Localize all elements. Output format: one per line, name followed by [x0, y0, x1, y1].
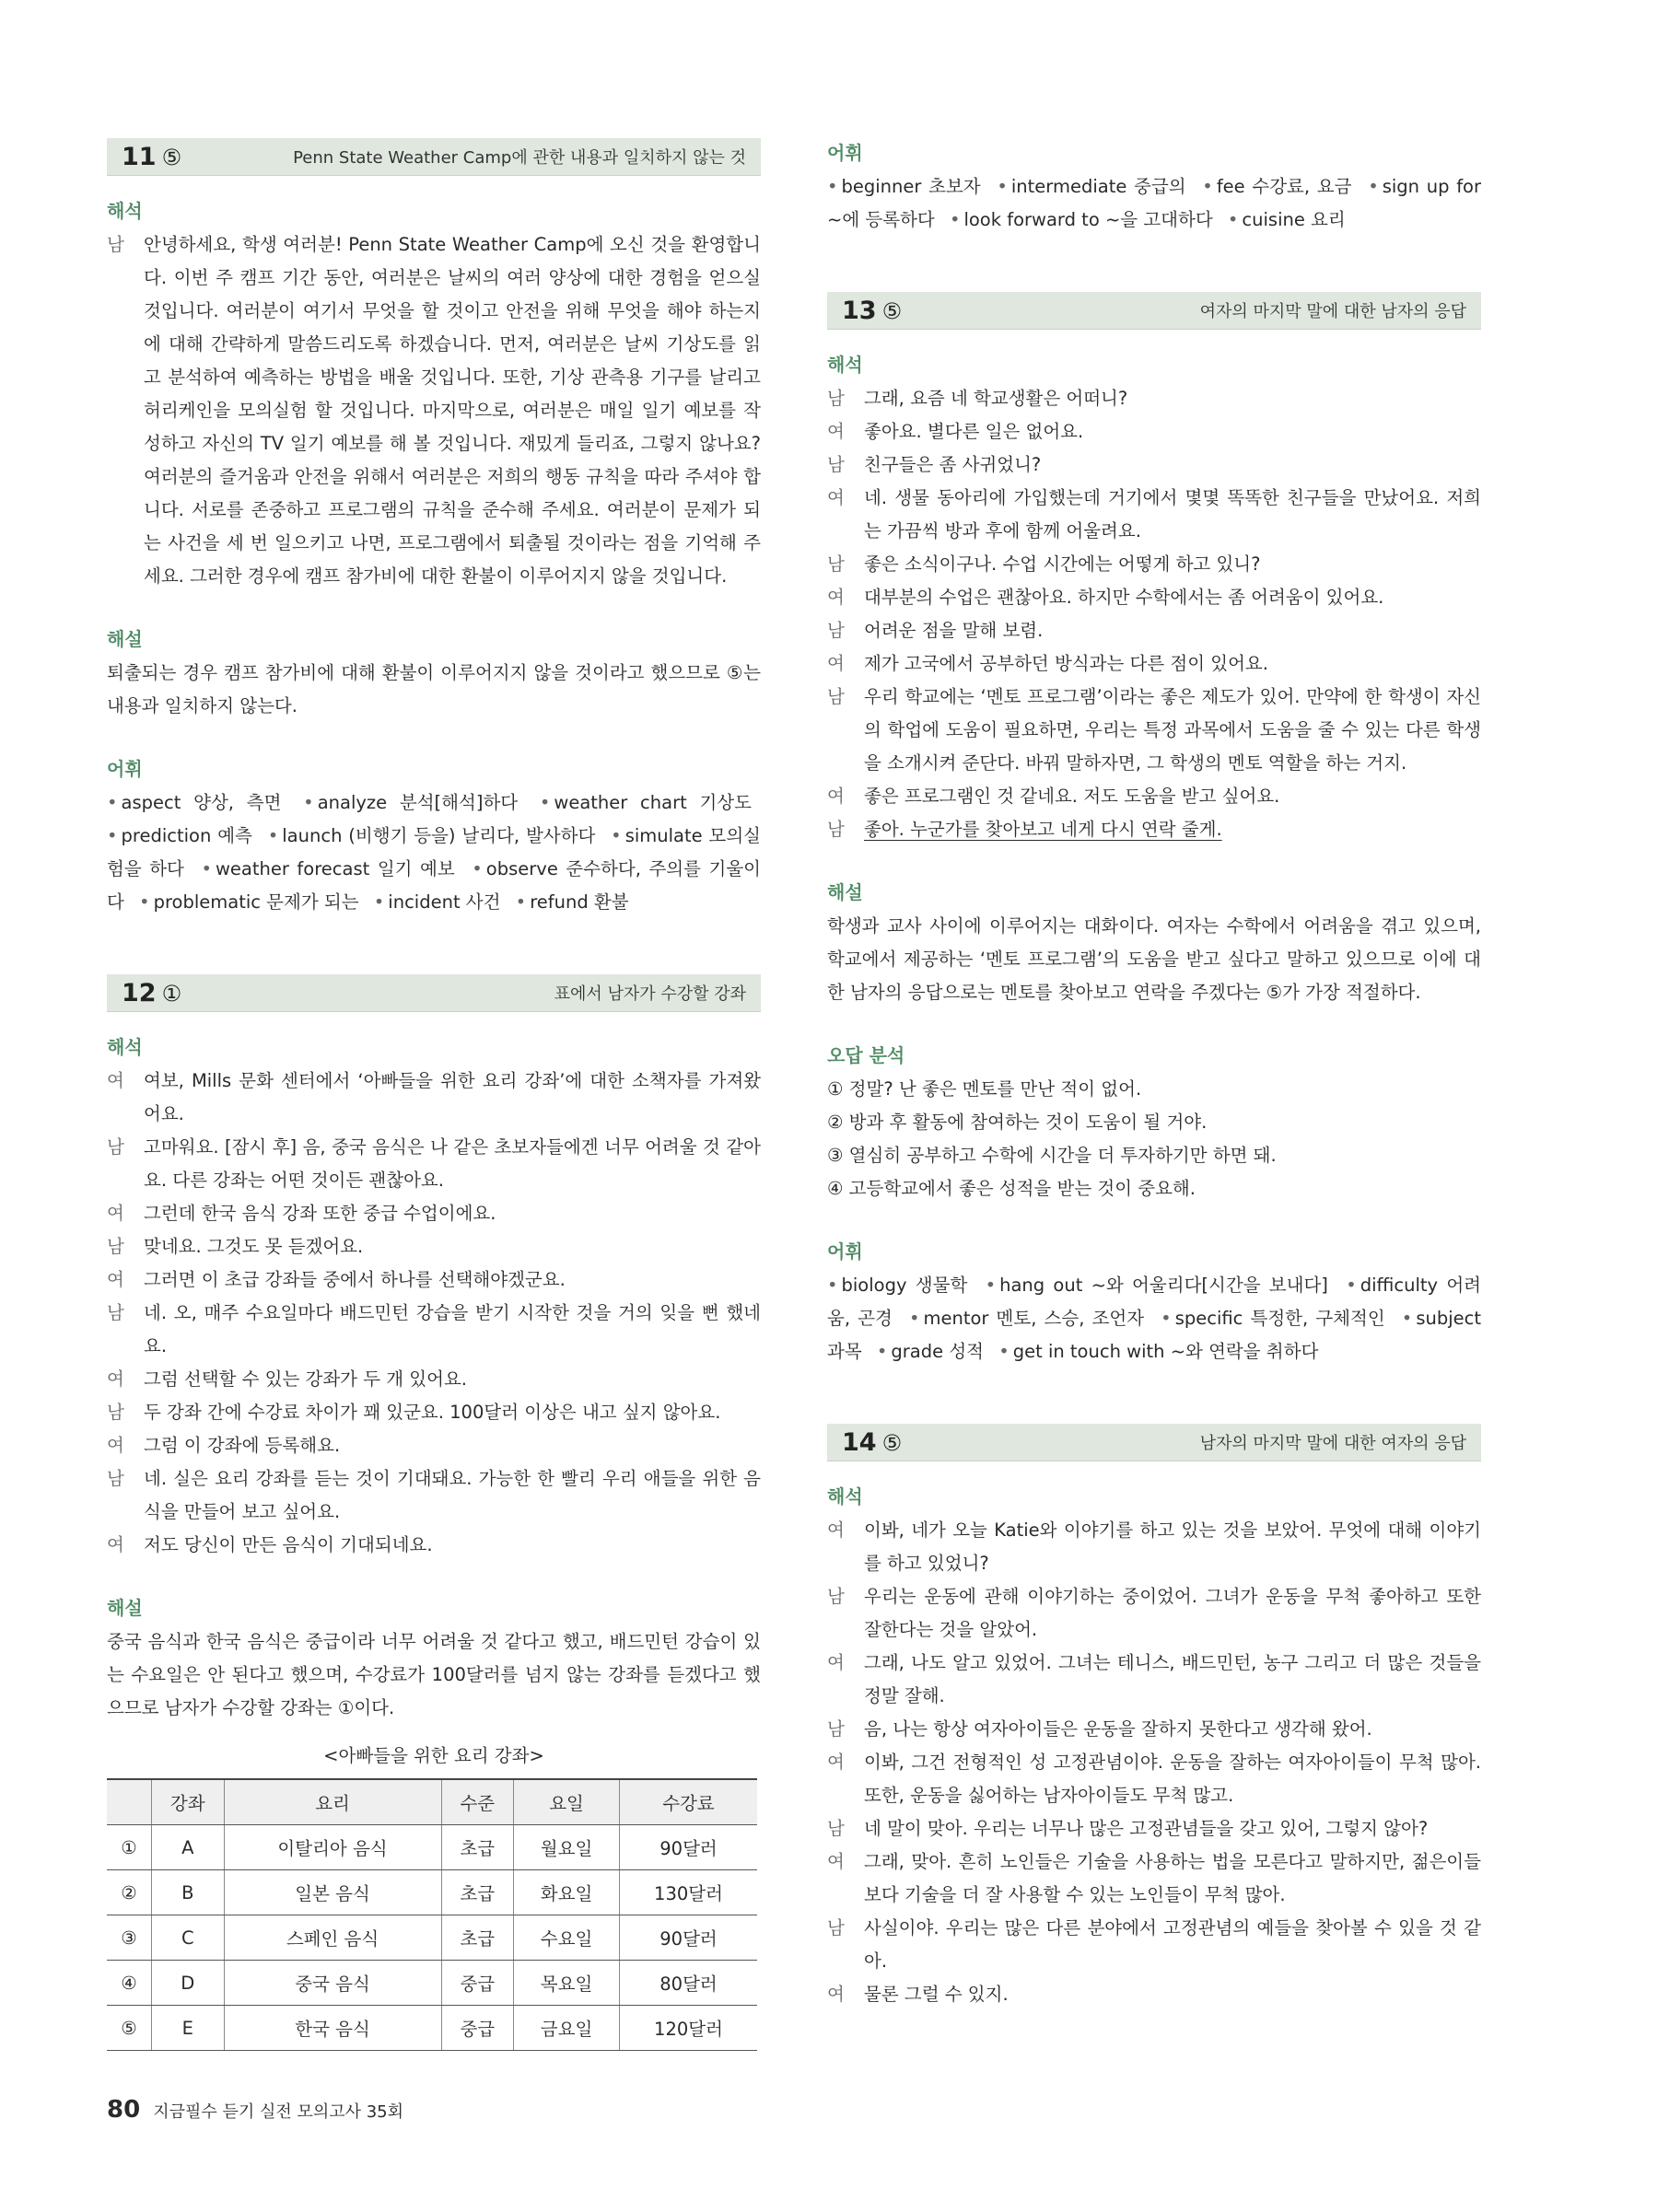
speaker-label: 남: [827, 686, 845, 707]
vocab-item: • grade 성적: [877, 1341, 984, 1362]
vocab-item: • cuisine 요리: [1228, 209, 1346, 230]
question-topic: 표에서 남자가 수강할 강좌: [554, 984, 746, 1004]
explanation-label: 해설: [107, 628, 143, 650]
vocab-item: • launch (비행기 등을) 날리다, 발사하다: [268, 825, 596, 846]
vocab-item: • fee 수강료, 요금: [1202, 176, 1351, 197]
vocab-item: • sign up for ~에 등록하다: [827, 176, 1481, 230]
table-cell: ①: [107, 1825, 152, 1870]
q14-dialogue: [827, 1514, 1481, 2011]
question-12-header: [107, 974, 761, 1012]
dialogue-line: [107, 1197, 761, 1230]
dialogue-line: [107, 1396, 761, 1429]
speaker-label: 남: [827, 620, 845, 641]
vocab-item: • aspect 양상, 측면: [107, 792, 281, 813]
dialogue-line: [107, 1462, 761, 1529]
dialogue-text: 저도 당신이 만든 음식이 기대되네요.: [144, 1534, 433, 1555]
speaker-label: 여: [107, 1368, 124, 1390]
table-cell: 90달러: [620, 1825, 758, 1870]
table-cell: 스페인 음식: [224, 1915, 441, 1961]
dialogue-line: [827, 1978, 1481, 2011]
question-14-header: [827, 1424, 1481, 1461]
vocab-item: • incident 사건: [374, 891, 501, 913]
question-number: 12 ①: [122, 978, 182, 1007]
dialogue-text: 음, 나는 항상 여자아이들은 운동을 잘하지 못한다고 생각해 왔어.: [864, 1718, 1372, 1740]
table-cell: ⑤: [107, 2006, 152, 2051]
speaker-label: 남: [827, 1917, 845, 1938]
table-body: [107, 1825, 757, 2051]
q12-explanation: 중국 음식과 한국 음식은 중급이라 너무 어려울 것 같다고 했고, 배드민턴 강습이 있는 수요일은 안 된다고 했으며, 수강료가 100달러를 넘지 않는 강좌를 듣겠다고 했으므로 남자가 수강할 강좌는 ①이다.: [107, 1631, 761, 1718]
dialogue-line: [827, 1845, 1481, 1912]
dialogue-text: 이봐, 그건 전형적인 성 고정관념이야. 운동을 잘하는 여자아이들이 무척 많아. 또한, 운동을 싫어하는 남자아이들도 무척 많고.: [864, 1752, 1481, 1806]
question-topic: Penn State Weather Camp에 관한 내용과 일치하지 않는 것: [293, 148, 746, 168]
dialogue-text: 네. 오, 매주 수요일마다 배드민턴 강습을 받기 시작한 것을 거의 잊을 뻔 했네요.: [144, 1302, 761, 1356]
vocab-item: • subject 과목: [827, 1308, 1481, 1362]
dialogue-line: [827, 780, 1481, 813]
table-cell: A: [152, 1825, 225, 1870]
dialogue-text: 그런데 한국 음식 강좌 또한 중급 수업이에요.: [144, 1203, 496, 1224]
translation-label: 해석: [107, 200, 143, 222]
vocab-item: • get in touch with ~와 연락을 취하다: [998, 1341, 1318, 1362]
table-cell: B: [152, 1870, 225, 1915]
speaker-label: 여: [827, 421, 845, 442]
dialogue-text: 그러면 이 초급 강좌들 중에서 하나를 선택해야겠군요.: [144, 1269, 566, 1290]
dialogue-line: [107, 1230, 761, 1263]
speaker-label: 여: [827, 786, 845, 807]
dialogue-line: [107, 1429, 761, 1462]
speaker-label: 남: [827, 819, 845, 840]
wrong-option: ④ 고등학교에서 좋은 성적을 받는 것이 중요해.: [827, 1178, 1196, 1199]
table-cell: 초급: [441, 1915, 514, 1961]
table-cell: 수요일: [514, 1915, 620, 1961]
q13-vocab: [827, 1269, 1481, 1368]
table-cell: 중국 음식: [224, 1961, 441, 2006]
q11-vocab: [107, 786, 761, 919]
dialogue-line: [107, 1297, 761, 1363]
dialogue-text: 좋은 프로그램인 것 같네요. 저도 도움을 받고 싶어요.: [864, 786, 1280, 807]
table-cell: 초급: [441, 1870, 514, 1915]
vocab-item: • prediction 예측: [107, 825, 252, 846]
wrong-answer-label: 오답 분석: [827, 1044, 905, 1066]
dialogue-text: 네. 실은 요리 강좌를 듣는 것이 기대돼요. 가능한 한 빨리 우리 애들을 위한 음식을 만들어 보고 싶어요.: [144, 1468, 761, 1522]
table-header-cell: [107, 1779, 152, 1825]
dialogue-text: 여보, Mills 문화 센터에서 ‘아빠들을 위한 요리 강좌’에 대한 소책자를 가져왔어요.: [144, 1070, 761, 1124]
dialogue-line: [107, 1529, 761, 1562]
table-row: [107, 1915, 757, 1961]
vocab-item: • mentor 멘토, 스승, 조언자: [909, 1308, 1144, 1329]
table-cell: 중급: [441, 2006, 514, 2051]
dialogue-line: [827, 482, 1481, 548]
dialogue-text: 좋은 소식이구나. 수업 시간에는 어떻게 하고 있니?: [864, 553, 1261, 575]
dialogue-line: [827, 548, 1481, 581]
table-cell: 90달러: [620, 1915, 758, 1961]
dialogue-line: [827, 1647, 1481, 1713]
dialogue-text: 그래, 나도 알고 있었어. 그녀는 테니스, 배드민턴, 농구 그리고 더 많은 것들을 정말 잘해.: [864, 1652, 1481, 1706]
table-header-cell: 수준: [441, 1779, 514, 1825]
table-row: [107, 1961, 757, 2006]
wrong-option: ② 방과 후 활동에 참여하는 것이 도움이 될 거야.: [827, 1112, 1208, 1133]
table-cell: 한국 음식: [224, 2006, 441, 2051]
dialogue-text: 우리 학교에는 ‘멘토 프로그램’이라는 좋은 제도가 있어. 만약에 한 학생이 자신의 학업에 도움이 필요하면, 우리는 특정 과목에서 도움을 줄 수 있는 다른 학생을 소개시켜 준단다. 바꿔 말하자면, 그 학생의 멘토 역할을 하는 거지.: [864, 686, 1481, 774]
vocab-item: • refund 환불: [516, 891, 629, 913]
translation-label: 해석: [827, 354, 863, 376]
question-number: 13 ⑤: [842, 296, 903, 325]
speaker-label: 여: [107, 1203, 124, 1224]
dialogue-text: 그래, 맞아. 흔히 노인들은 기술을 사용하는 법을 모른다고 말하지만, 젊은이들보다 기술을 더 잘 사용할 수 있는 노인들이 무척 많아.: [864, 1851, 1481, 1905]
speaker-label: 남: [827, 1818, 845, 1839]
q13-dialogue: [827, 382, 1481, 846]
speaker-label: 남: [827, 553, 845, 575]
vocab-item: • difficulty 어려움, 곤경: [827, 1275, 1481, 1329]
table-title: <아빠들을 위한 요리 강좌>: [323, 1745, 544, 1766]
table-cell: 목요일: [514, 1961, 620, 2006]
table-cell: D: [152, 1961, 225, 2006]
speaker-label: 남: [827, 1586, 845, 1607]
vocab-label: 어휘: [827, 1240, 863, 1263]
vocab-item: • problematic 문제가 되는: [139, 891, 359, 913]
dialogue-line: [827, 1713, 1481, 1746]
q13-wrong-options: [827, 1073, 1481, 1205]
vocab-item: • intermediate 중급의: [997, 176, 1185, 197]
dialogue-line: [107, 228, 761, 593]
question-topic: 여자의 마지막 말에 대한 남자의 응답: [1199, 302, 1466, 321]
explanation-label: 해설: [827, 881, 863, 903]
speaker-label: 여: [827, 1984, 845, 2005]
dialogue-text: 이봐, 네가 오늘 Katie와 이야기를 하고 있는 것을 보았어. 무엇에 대해 이야기를 하고 있었니?: [864, 1519, 1481, 1574]
vocab-item: • simulate 모의실험을 하다: [107, 825, 761, 879]
dialogue-line: [827, 581, 1481, 614]
dialogue-line: [827, 1580, 1481, 1647]
table-cell: C: [152, 1915, 225, 1961]
q11-dialogue: [107, 228, 761, 593]
speaker-label: 여: [107, 1070, 124, 1091]
dialogue-text: 그럼 이 강좌에 등록해요.: [144, 1435, 341, 1456]
dialogue-line: [107, 1065, 761, 1131]
dialogue-text: 좋아요. 별다른 일은 없어요.: [864, 421, 1084, 442]
speaker-label: 남: [827, 388, 845, 409]
speaker-label: 여: [827, 487, 845, 508]
dialogue-text: 물론 그럴 수 있지.: [864, 1984, 1009, 2005]
left-column: [107, 138, 761, 2051]
dialogue-text: 대부분의 수업은 괜찮아요. 하지만 수학에서는 좀 어려움이 있어요.: [864, 587, 1384, 608]
dialogue-text: 어려운 점을 말해 보렴.: [864, 620, 1044, 641]
q11-explanation: 퇴출되는 경우 캠프 참가비에 대해 환불이 이루어지지 않을 것이라고 했으므로 ⑤는 내용과 일치하지 않는다.: [107, 662, 761, 716]
table-cell: 초급: [441, 1825, 514, 1870]
speaker-label: 여: [107, 1435, 124, 1456]
speaker-label: 여: [107, 1534, 124, 1555]
dialogue-line: [107, 1131, 761, 1197]
q13-explanation: 학생과 교사 사이에 이루어지는 대화이다. 여자는 수학에서 어려움을 겪고 있으며, 학교에서 제공하는 ‘멘토 프로그램’의 도움을 받고 싶다고 말하고 있으므로 이에 대한 남자의 응답으로는 멘토를 찾아보고 연락을 주겠다는 ⑤가 가장 적절하다.: [827, 915, 1481, 1003]
table-cell: 월요일: [514, 1825, 620, 1870]
speaker-label: 여: [827, 1851, 845, 1872]
vocab-item: • biology 생물학: [827, 1275, 967, 1296]
course-table: [107, 1778, 757, 2051]
dialogue-text: 그럼 선택할 수 있는 강좌가 두 개 있어요.: [144, 1368, 467, 1390]
right-column: [827, 138, 1481, 2011]
dialogue-text: 제가 고국에서 공부하던 방식과는 다른 점이 있어요.: [864, 653, 1268, 674]
dialogue-line: [827, 614, 1481, 647]
speaker-label: 남: [107, 1136, 124, 1158]
table-row: [107, 1825, 757, 1870]
explanation-label: 해설: [107, 1597, 143, 1619]
dialogue-text: 네 말이 맞아. 우리는 너무나 많은 고정관념들을 갖고 있어, 그렇지 않아?: [864, 1818, 1429, 1839]
table-cell: 일본 음식: [224, 1870, 441, 1915]
table-cell: 이탈리아 음식: [224, 1825, 441, 1870]
speaker-label: 남: [107, 1468, 124, 1489]
dialogue-text: 고마워요. [잠시 후] 음, 중국 음식은 나 같은 초보자들에겐 너무 어려울 것 같아요. 다른 강좌는 어떤 것이든 괜찮아요.: [144, 1136, 761, 1191]
dialogue-text: 맞네요. 그것도 못 듣겠어요.: [144, 1236, 364, 1257]
table-cell: 화요일: [514, 1870, 620, 1915]
question-11-header: [107, 138, 761, 176]
speaker-label: 남: [827, 454, 845, 475]
table-cell: ②: [107, 1870, 152, 1915]
dialogue-line: [827, 415, 1481, 448]
vocab-item: • look forward to ~을 고대하다: [950, 209, 1213, 230]
vocab-label: 어휘: [107, 758, 143, 780]
dialogue-text: 안녕하세요, 학생 여러분! Penn State Weather Camp에 오신 것을 환영합니다. 이번 주 캠프 기간 동안, 여러분은 날씨의 여러 양상에 대한 경험을 얻으실 것입니다. 여러분이 여기서 무엇을 할 것이고 안전을 위해 무엇을 해야 하는지에 대해 간략하게 말씀드리도록 하겠습니다. 먼저, 여러분은 날씨 기상도를 읽고 분석하여 예측하는 방법을 배울 것입니다. 또한, 기상 관측용 기구를 날리고 허리케인을 모의실험 할 것입니다. 마지막으로, 여러분은 매일 일기 예보를 작성하고 자신의 TV 일기 예보를 해 볼 것입니다. 재밌게 들리죠, 그렇지 않나요? 여러분의 즐거움과 안전을 위해서 여러분은 저희의 행동 규칙을 따라 주셔야 합니다. 서로를 존중하고 프로그램의 규칙을 준수해 주세요. 여러분이 문제가 되는 사건을 세 번 일으키고 나면, 프로그램에서 퇴출될 것이라는 점을 기억해 주세요. 그러한 경우에 캠프 참가비에 대한 환불이 이루어지지 않을 것입니다.: [144, 234, 761, 587]
dialogue-text: 친구들은 좀 사귀었니?: [864, 454, 1042, 475]
speaker-label: 남: [107, 1302, 124, 1323]
dialogue-text: 두 강좌 간에 수강료 차이가 꽤 있군요. 100달러 이상은 내고 싶지 않아요.: [144, 1402, 721, 1423]
page-number: 80: [107, 2096, 141, 2124]
translation-label: 해석: [827, 1485, 863, 1508]
question-number: 14 ⑤: [842, 1427, 903, 1457]
book-title: 지금필수 듣기 실전 모의고사 35회: [153, 2102, 404, 2122]
dialogue-line: [827, 382, 1481, 415]
wrong-option: ① 정말? 난 좋은 멘토를 만난 적이 없어.: [827, 1078, 1142, 1100]
table-cell: 130달러: [620, 1870, 758, 1915]
table-header-cell: 강좌: [152, 1779, 225, 1825]
table-row: [107, 2006, 757, 2051]
question-topic: 남자의 마지막 말에 대한 여자의 응답: [1199, 1434, 1466, 1453]
vocab-label: 어휘: [827, 142, 863, 164]
table-cell: 중급: [441, 1961, 514, 2006]
page-footer: [107, 2096, 403, 2124]
speaker-label: 남: [107, 234, 124, 255]
speaker-label: 여: [827, 1752, 845, 1773]
dialogue-line: [827, 1912, 1481, 1978]
question-number: 11 ⑤: [122, 142, 182, 171]
table-cell: ③: [107, 1915, 152, 1961]
q12-dialogue: [107, 1065, 761, 1562]
table-row: [107, 1870, 757, 1915]
table-header-row: [107, 1779, 757, 1825]
table-cell: 80달러: [620, 1961, 758, 2006]
dialogue-line: [827, 1514, 1481, 1580]
speaker-label: 여: [827, 653, 845, 674]
dialogue-text: 좋아. 누군가를 찾아보고 네게 다시 연락 줄게.: [864, 819, 1222, 840]
dialogue-line: [827, 813, 1481, 846]
speaker-label: 남: [107, 1402, 124, 1423]
vocab-item: • weather forecast 일기 예보: [201, 858, 454, 879]
dialogue-line: [827, 647, 1481, 681]
dialogue-line: [827, 681, 1481, 780]
vocab-item: • specific 특정한, 구체적인: [1161, 1308, 1385, 1329]
vocab-item: • beginner 초보자: [827, 176, 981, 197]
table-header-cell: 요일: [514, 1779, 620, 1825]
translation-label: 해석: [107, 1036, 143, 1058]
speaker-label: 여: [107, 1269, 124, 1290]
speaker-label: 남: [107, 1236, 124, 1257]
table-cell: ④: [107, 1961, 152, 2006]
dialogue-line: [827, 1812, 1481, 1845]
question-13-header: [827, 292, 1481, 330]
table-header-cell: 수강료: [620, 1779, 758, 1825]
dialogue-line: [827, 448, 1481, 482]
vocab-item: • weather chart 기상도: [540, 792, 752, 813]
table-cell: 금요일: [514, 2006, 620, 2051]
speaker-label: 여: [827, 1652, 845, 1673]
vocab-item: • observe 준수하다, 주의를 기울이다: [107, 858, 761, 913]
dialogue-line: [827, 1746, 1481, 1812]
dialogue-text: 우리는 운동에 관해 이야기하는 중이었어. 그녀가 운동을 무척 좋아하고 또한 잘한다는 것을 알았어.: [864, 1586, 1481, 1640]
dialogue-text: 네. 생물 동아리에 가입했는데 거기에서 몇몇 똑똑한 친구들을 만났어요. 저희는 가끔씩 방과 후에 함께 어울려요.: [864, 487, 1481, 541]
vocab-item: • analyze 분석[해석]하다: [303, 792, 518, 813]
dialogue-line: [107, 1263, 761, 1297]
table-cell: 120달러: [620, 2006, 758, 2051]
speaker-label: 남: [827, 1718, 845, 1740]
wrong-option: ③ 열심히 공부하고 수학에 시간을 더 투자하기만 하면 돼.: [827, 1145, 1277, 1166]
dialogue-text: 사실이야. 우리는 많은 다른 분야에서 고정관념의 예들을 찾아볼 수 있을 것 같아.: [864, 1917, 1481, 1972]
table-header-cell: 요리: [224, 1779, 441, 1825]
q12-vocab: [827, 170, 1481, 237]
dialogue-line: [107, 1363, 761, 1396]
dialogue-text: 그래, 요즘 네 학교생활은 어떠니?: [864, 388, 1128, 409]
table-cell: E: [152, 2006, 225, 2051]
speaker-label: 여: [827, 1519, 845, 1541]
vocab-item: • hang out ~와 어울리다[시간을 보내다]: [986, 1275, 1328, 1296]
speaker-label: 여: [827, 587, 845, 608]
